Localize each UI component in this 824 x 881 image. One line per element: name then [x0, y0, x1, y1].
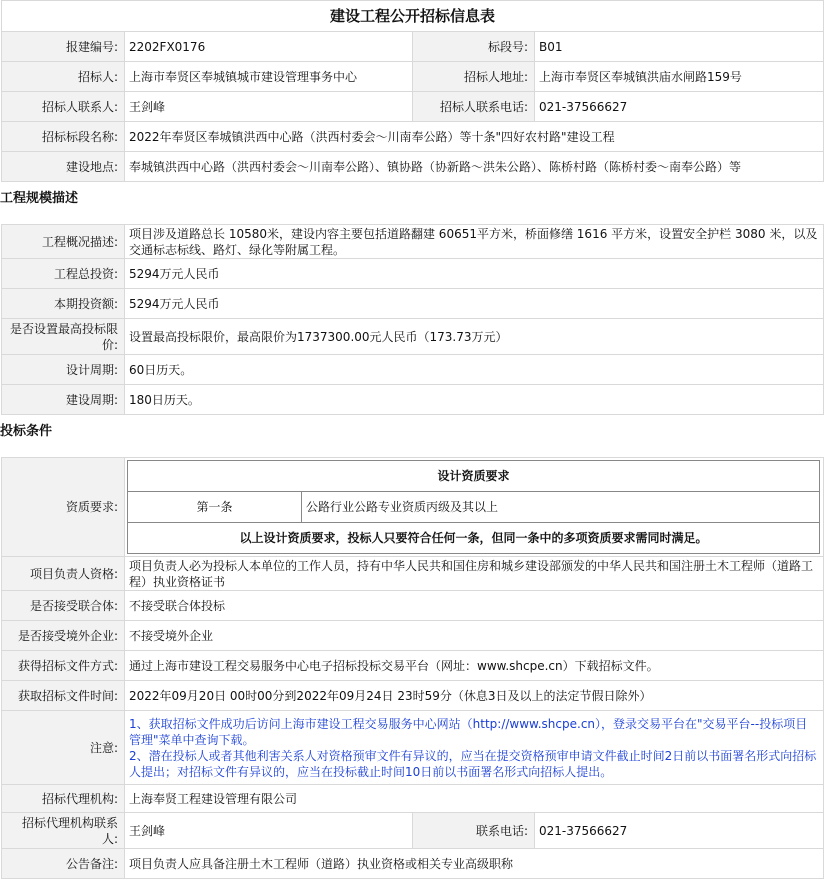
notice-label: 注意:	[2, 711, 125, 785]
qualification-label: 资质要求:	[2, 458, 125, 557]
obtain-method-value: 通过上海市建设工程交易服务中心电子招标投标交易平台（网址：www.shcpe.cn）下载招标文件。	[125, 651, 824, 681]
bid-no-label: 报建编号:	[2, 32, 125, 62]
max-price-value: 设置最高投标限价，最高限价为1737300.00元人民币（173.73万元）	[125, 319, 824, 355]
remark-label: 公告备注:	[2, 849, 125, 879]
total-investment-label: 工程总投资:	[2, 259, 125, 289]
tenderer-label: 招标人:	[2, 62, 125, 92]
agency-value: 上海奉贤工程建设管理有限公司	[125, 785, 824, 813]
qualification-footer: 以上设计资质要求，投标人只要符合任何一条，但同一条中的多项资质要求需同时满足。	[128, 523, 820, 554]
manager-qualification-label: 项目负责人资格:	[2, 557, 125, 591]
location-value: 奉城镇洪西中心路（洪西村委会～川南奉公路）、镇协路（协新路～洪朱公路）、陈桥村路（陈桥村委～南奉公路）等	[125, 152, 824, 182]
notice-value	[125, 711, 824, 785]
agency-contact-value: 王剑峰	[125, 813, 413, 849]
build-period-label: 建设周期:	[2, 385, 125, 415]
phone-value: 021-37566627	[535, 92, 824, 122]
page-title: 建设工程公开招标信息表	[2, 1, 824, 32]
agency-phone-value: 021-37566627	[535, 813, 824, 849]
agency-contact-label: 招标代理机构联系人:	[2, 813, 125, 849]
scale-table	[1, 224, 824, 415]
overview-label: 工程概况描述:	[2, 225, 125, 259]
design-period-label: 设计周期:	[2, 355, 125, 385]
lot-label: 标段号:	[413, 32, 535, 62]
location-label: 建设地点:	[2, 152, 125, 182]
lot-value: B01	[535, 32, 824, 62]
build-period-value: 180日历天。	[125, 385, 824, 415]
max-price-label: 是否设置最高投标限价:	[2, 319, 125, 355]
project-name-label: 招标标段名称:	[2, 122, 125, 152]
total-investment-value: 5294万元人民币	[125, 259, 824, 289]
current-investment-label: 本期投资额:	[2, 289, 125, 319]
tenderer-addr-value: 上海市奉贤区奉城镇洪庙水闸路159号	[535, 62, 824, 92]
contact-value: 王剑峰	[125, 92, 413, 122]
overview-value: 项目涉及道路总长 10580米，建设内容主要包括道路翻建 60651平方米，桥面修缮 1616 平方米，设置安全护栏 3080 米，以及交通标志标线、路灯、绿化等附属工程。	[125, 225, 824, 259]
consortium-label: 是否接受联合体:	[2, 591, 125, 621]
notice-item-2: 2、潜在投标人或者其他利害关系人对资格预审文件有异议的，应当在提交资格预审申请文件截止时间2日前以书面署名形式向招标人提出；对招标文件有异议的，应当在投标截止时间10日前以书面署名形式向招标人提出。	[129, 748, 817, 779]
obtain-method-label: 获得招标文件方式:	[2, 651, 125, 681]
basic-info-table	[1, 0, 824, 182]
consortium-value: 不接受联合体投标	[125, 591, 824, 621]
section-heading-scale: 工程规模描述	[0, 191, 79, 206]
qualification-table	[127, 460, 820, 554]
obtain-time-value: 2022年09月20日 00时00分到2022年09月24日 23时59分（休息3日及以上的法定节假日除外）	[125, 681, 824, 711]
tenderer-addr-label: 招标人地址:	[413, 62, 535, 92]
foreign-enterprise-value: 不接受境外企业	[125, 621, 824, 651]
bid-no-value: 2202FX0176	[125, 32, 413, 62]
remark-value: 项目负责人应具备注册土木工程师（道路）执业资格或相关专业高级职称	[125, 849, 824, 879]
foreign-enterprise-label: 是否接受境外企业:	[2, 621, 125, 651]
tenderer-value: 上海市奉贤区奉城镇城市建设管理事务中心	[125, 62, 413, 92]
design-period-value: 60日历天。	[125, 355, 824, 385]
agency-phone-label: 联系电话:	[413, 813, 535, 849]
qualification-item-text: 公路行业公路专业资质丙级及其以上	[302, 492, 820, 523]
notice-item-1: 1、获取招标文件成功后访问上海市建设工程交易服务中心网站（http://www.shcpe.cn），登录交易平台在"交易平台--投标项目管理"菜单中查询下载。	[129, 716, 808, 747]
conditions-table	[1, 457, 824, 879]
agency-label: 招标代理机构:	[2, 785, 125, 813]
obtain-time-label: 获取招标文件时间:	[2, 681, 125, 711]
section-heading-conditions: 投标条件	[0, 424, 53, 439]
phone-label: 招标人联系电话:	[413, 92, 535, 122]
project-name-value: 2022年奉贤区奉城镇洪西中心路（洪西村委会～川南奉公路）等十条"四好农村路"建设工程	[125, 122, 824, 152]
contact-label: 招标人联系人:	[2, 92, 125, 122]
qualification-header: 设计资质要求	[128, 461, 820, 492]
current-investment-value: 5294万元人民币	[125, 289, 824, 319]
manager-qualification-value: 项目负责人必为投标人本单位的工作人员，持有中华人民共和国住房和城乡建设部颁发的中华人民共和国注册土木工程师（道路工程）执业资格证书	[125, 557, 824, 591]
qualification-item-no: 第一条	[128, 492, 302, 523]
